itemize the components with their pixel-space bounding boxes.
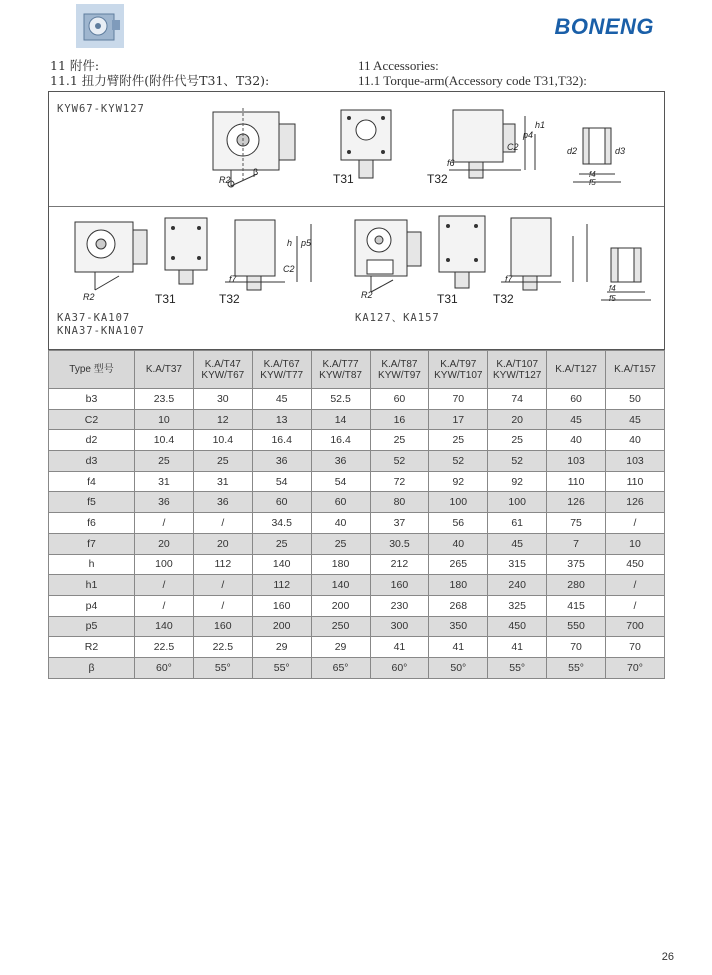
table-header-line: KYW/T67 bbox=[201, 369, 245, 381]
dim-f7-ka127: f7 bbox=[505, 274, 513, 284]
table-cell: 126 bbox=[606, 492, 665, 513]
table-cell: 60 bbox=[311, 492, 370, 513]
dim-f7: f7 bbox=[229, 274, 237, 284]
table-cell: 40 bbox=[429, 533, 488, 554]
table-cell: 230 bbox=[370, 595, 429, 616]
table-header-line: K.A/T97 bbox=[440, 358, 477, 370]
table-cell: / bbox=[606, 575, 665, 596]
dim-f4-top: f4 bbox=[589, 170, 596, 179]
table-cell: 70 bbox=[606, 637, 665, 658]
table-cell: 200 bbox=[311, 595, 370, 616]
ka-t32-drawing bbox=[213, 216, 317, 298]
table-body bbox=[49, 389, 665, 679]
table-cell: 29 bbox=[252, 637, 311, 658]
row-label: f4 bbox=[49, 471, 135, 492]
table-cell: 65° bbox=[311, 657, 370, 678]
table-cell: 74 bbox=[488, 389, 547, 410]
table-cell: 45 bbox=[488, 533, 547, 554]
dim-p5-ka: p5 bbox=[301, 238, 312, 248]
table-cell: / bbox=[193, 513, 252, 534]
table-cell: 110 bbox=[547, 471, 606, 492]
table-cell: 250 bbox=[311, 616, 370, 637]
table-cell: 41 bbox=[488, 637, 547, 658]
table-cell: 70 bbox=[429, 389, 488, 410]
table-cell: 29 bbox=[311, 637, 370, 658]
table-row bbox=[49, 492, 665, 513]
table-cell: 36 bbox=[311, 451, 370, 472]
table-cell: 20 bbox=[488, 409, 547, 430]
table-cell: 92 bbox=[429, 471, 488, 492]
table-cell: 31 bbox=[135, 471, 194, 492]
table-cell: 20 bbox=[135, 533, 194, 554]
t32-label-top: T32 bbox=[427, 172, 448, 186]
table-cell: 40 bbox=[547, 430, 606, 451]
table-cell: 45 bbox=[606, 409, 665, 430]
table-cell: 52 bbox=[429, 451, 488, 472]
table-cell: 25 bbox=[429, 430, 488, 451]
table-cell: / bbox=[606, 595, 665, 616]
table-cell: / bbox=[193, 575, 252, 596]
row-label: R2 bbox=[49, 637, 135, 658]
row-label: f6 bbox=[49, 513, 135, 534]
table-cell: 700 bbox=[606, 616, 665, 637]
table-cell: 72 bbox=[370, 471, 429, 492]
row-label: h1 bbox=[49, 575, 135, 596]
table-cell: 25 bbox=[370, 430, 429, 451]
row-label: f5 bbox=[49, 492, 135, 513]
dim-r2: R2 bbox=[219, 175, 231, 185]
table-cell: 92 bbox=[488, 471, 547, 492]
table-cell: 55° bbox=[252, 657, 311, 678]
table-header-line: KYW/T127 bbox=[493, 369, 542, 381]
t31-label-top: T31 bbox=[333, 172, 354, 186]
ka-series-label-1: KA37-KA107 bbox=[57, 312, 131, 324]
table-cell: 54 bbox=[252, 471, 311, 492]
t32-label-ka127: T32 bbox=[493, 292, 514, 306]
table-cell: 41 bbox=[429, 637, 488, 658]
table-header-col bbox=[193, 351, 252, 389]
table-row bbox=[49, 409, 665, 430]
table-row bbox=[49, 595, 665, 616]
table-cell: 60 bbox=[547, 389, 606, 410]
row-label: C2 bbox=[49, 409, 135, 430]
table-cell: 103 bbox=[606, 451, 665, 472]
brand-name: BONENG bbox=[554, 14, 654, 39]
table-cell: 55° bbox=[488, 657, 547, 678]
table-cell: / bbox=[193, 595, 252, 616]
gear-reducer-logo-icon bbox=[76, 4, 124, 48]
table-row bbox=[49, 575, 665, 596]
table-cell: 550 bbox=[547, 616, 606, 637]
table-cell: 200 bbox=[252, 616, 311, 637]
row-label: f7 bbox=[49, 533, 135, 554]
dim-d3-top: d3 bbox=[615, 146, 626, 156]
table-cell: / bbox=[135, 575, 194, 596]
table-cell: 55° bbox=[193, 657, 252, 678]
table-cell: 450 bbox=[606, 554, 665, 575]
dim-f5-bottom: f5 bbox=[609, 294, 616, 303]
table-header-col bbox=[311, 351, 370, 389]
ka-t31-drawing bbox=[161, 214, 211, 288]
table-cell: 315 bbox=[488, 554, 547, 575]
table-cell: / bbox=[135, 513, 194, 534]
table-cell: 180 bbox=[311, 554, 370, 575]
table-cell: 140 bbox=[311, 575, 370, 596]
table-header-line: K.A/T67 bbox=[263, 358, 300, 370]
row-label: d3 bbox=[49, 451, 135, 472]
table-cell: 52.5 bbox=[311, 389, 370, 410]
row-label: p4 bbox=[49, 595, 135, 616]
table-cell: 140 bbox=[252, 554, 311, 575]
table-row bbox=[49, 389, 665, 410]
table-cell: 112 bbox=[193, 554, 252, 575]
table-cell: 100 bbox=[429, 492, 488, 513]
table-row bbox=[49, 657, 665, 678]
table-cell: 10.4 bbox=[135, 430, 194, 451]
table-row bbox=[49, 637, 665, 658]
t31-label-ka: T31 bbox=[155, 292, 176, 306]
table-row bbox=[49, 451, 665, 472]
table-cell: 14 bbox=[311, 409, 370, 430]
row-label: d2 bbox=[49, 430, 135, 451]
row-label: β bbox=[49, 657, 135, 678]
dim-beta: β bbox=[253, 167, 259, 177]
ka127-t32-drawing bbox=[491, 214, 591, 298]
table-cell: 110 bbox=[606, 471, 665, 492]
table-header-col bbox=[135, 351, 194, 389]
table-header-col bbox=[370, 351, 429, 389]
table-cell: 61 bbox=[488, 513, 547, 534]
table-header-line: K.A/T127 bbox=[555, 364, 597, 375]
table-row bbox=[49, 430, 665, 451]
table-cell: 37 bbox=[370, 513, 429, 534]
table-cell: 22.5 bbox=[135, 637, 194, 658]
table-cell: 25 bbox=[193, 451, 252, 472]
table-cell: 112 bbox=[252, 575, 311, 596]
table-header-line: KYW/T97 bbox=[378, 369, 421, 381]
table-row bbox=[49, 471, 665, 492]
table-cell: 36 bbox=[135, 492, 194, 513]
dim-r2-ka: R2 bbox=[83, 292, 95, 302]
table-row bbox=[49, 513, 665, 534]
table-cell: 160 bbox=[370, 575, 429, 596]
table-header-line: K.A/T37 bbox=[145, 364, 182, 375]
table-header-col bbox=[429, 351, 488, 389]
section-title-en: 11 Accessories: bbox=[358, 58, 439, 73]
table-header-line: KYW/T107 bbox=[434, 369, 483, 381]
table-cell: 40 bbox=[606, 430, 665, 451]
table-header-type: Type 型号 bbox=[49, 351, 135, 389]
row-label: h bbox=[49, 554, 135, 575]
table-cell: 25 bbox=[311, 533, 370, 554]
table-header-line: K.A/T107 bbox=[496, 358, 539, 370]
table-cell: 22.5 bbox=[193, 637, 252, 658]
table-cell: 10.4 bbox=[193, 430, 252, 451]
section-title-cn: 11 附件: bbox=[50, 58, 100, 73]
table-cell: 415 bbox=[547, 595, 606, 616]
table-header-line: K.A/T47 bbox=[204, 358, 241, 370]
page-number: 26 bbox=[661, 951, 674, 963]
table-cell: 55° bbox=[547, 657, 606, 678]
table-cell: 103 bbox=[547, 451, 606, 472]
dim-f5-top: f5 bbox=[589, 178, 596, 187]
table-cell: 25 bbox=[488, 430, 547, 451]
row-label: p5 bbox=[49, 616, 135, 637]
table-header-col bbox=[547, 351, 606, 389]
table-cell: 10 bbox=[135, 409, 194, 430]
table-cell: 50 bbox=[606, 389, 665, 410]
table-header-line: K.A/T157 bbox=[614, 364, 656, 375]
table-cell: 100 bbox=[488, 492, 547, 513]
table-cell: 60° bbox=[135, 657, 194, 678]
table-cell: 45 bbox=[547, 409, 606, 430]
table-cell: 60 bbox=[370, 389, 429, 410]
table-cell: 25 bbox=[135, 451, 194, 472]
table-cell: 20 bbox=[193, 533, 252, 554]
table-cell: 41 bbox=[370, 637, 429, 658]
kyw-series-label: KYW67-KYW127 bbox=[57, 103, 145, 115]
table-header-line: K.A/T87 bbox=[381, 358, 418, 370]
table-cell: 16 bbox=[370, 409, 429, 430]
dim-f4-bottom: f4 bbox=[609, 284, 616, 293]
table-cell: 240 bbox=[488, 575, 547, 596]
table-cell: 325 bbox=[488, 595, 547, 616]
table-cell: 30 bbox=[193, 389, 252, 410]
table-cell: 7 bbox=[547, 533, 606, 554]
table-header-line: K.A/T77 bbox=[322, 358, 359, 370]
ka-series-label-2: KNA37-KNA107 bbox=[57, 325, 145, 337]
table-cell: 50° bbox=[429, 657, 488, 678]
table-cell: 34.5 bbox=[252, 513, 311, 534]
table-cell: 265 bbox=[429, 554, 488, 575]
table-cell: 12 bbox=[193, 409, 252, 430]
table-cell: 160 bbox=[193, 616, 252, 637]
table-header-col bbox=[606, 351, 665, 389]
table-header-col bbox=[252, 351, 311, 389]
table-cell: / bbox=[135, 595, 194, 616]
t32-label-ka: T32 bbox=[219, 292, 240, 306]
technical-drawing-panel bbox=[48, 91, 665, 350]
table-cell: 25 bbox=[252, 533, 311, 554]
dim-h-ka: h bbox=[287, 238, 293, 248]
table-cell: 31 bbox=[193, 471, 252, 492]
table-header-line: KYW/T87 bbox=[319, 369, 362, 381]
table-cell: 36 bbox=[252, 451, 311, 472]
dim-p4: p4 bbox=[523, 130, 534, 140]
table-cell: 23.5 bbox=[135, 389, 194, 410]
ka127-series-label: KA127、KA157 bbox=[355, 312, 440, 324]
table-cell: 10 bbox=[606, 533, 665, 554]
table-cell: 16.4 bbox=[252, 430, 311, 451]
table-cell: 75 bbox=[547, 513, 606, 534]
table-cell: 450 bbox=[488, 616, 547, 637]
dim-f6: f6 bbox=[447, 158, 455, 168]
table-cell: 52 bbox=[370, 451, 429, 472]
table-header-col bbox=[488, 351, 547, 389]
table-cell: 60° bbox=[370, 657, 429, 678]
table-cell: 17 bbox=[429, 409, 488, 430]
ka-series-label bbox=[57, 312, 145, 338]
dim-c2-top: C2 bbox=[507, 142, 519, 152]
table-cell: 30.5 bbox=[370, 533, 429, 554]
drawing-divider bbox=[49, 206, 664, 207]
t31-label-ka127: T31 bbox=[437, 292, 458, 306]
table-header-row bbox=[49, 351, 665, 389]
table-cell: 268 bbox=[429, 595, 488, 616]
table-row bbox=[49, 554, 665, 575]
table-cell: 70 bbox=[547, 637, 606, 658]
ka127-t31-drawing bbox=[435, 212, 489, 292]
table-cell: 60 bbox=[252, 492, 311, 513]
table-row bbox=[49, 533, 665, 554]
table-header-line: KYW/T77 bbox=[260, 369, 304, 381]
section-heading-cn bbox=[50, 58, 269, 88]
table-cell: 54 bbox=[311, 471, 370, 492]
table-cell: 212 bbox=[370, 554, 429, 575]
row-label: b3 bbox=[49, 389, 135, 410]
table-cell: 40 bbox=[311, 513, 370, 534]
subsection-title-en: 11.1 Torque-arm(Accessory code T31,T32): bbox=[358, 73, 587, 88]
table-cell: 13 bbox=[252, 409, 311, 430]
table-cell: 56 bbox=[429, 513, 488, 534]
table-cell: 126 bbox=[547, 492, 606, 513]
table-cell: / bbox=[606, 513, 665, 534]
ka-front-view-drawing bbox=[69, 216, 159, 298]
table-cell: 180 bbox=[429, 575, 488, 596]
table-cell: 45 bbox=[252, 389, 311, 410]
table-cell: 16.4 bbox=[311, 430, 370, 451]
table-cell: 280 bbox=[547, 575, 606, 596]
table-cell: 52 bbox=[488, 451, 547, 472]
table-cell: 350 bbox=[429, 616, 488, 637]
dim-c2-ka: C2 bbox=[283, 264, 295, 274]
section-heading-en bbox=[358, 58, 587, 88]
table-cell: 80 bbox=[370, 492, 429, 513]
ka127-front-view-drawing bbox=[349, 214, 429, 300]
table-cell: 100 bbox=[135, 554, 194, 575]
table-cell: 375 bbox=[547, 554, 606, 575]
dim-d2-top: d2 bbox=[567, 146, 578, 156]
subsection-title-cn: 11.1 扭力臂附件(附件代号T31、T32): bbox=[50, 73, 270, 88]
table-row bbox=[49, 616, 665, 637]
dim-h1: h1 bbox=[535, 120, 546, 130]
bushing-section-drawing-bottom bbox=[597, 242, 659, 308]
dim-r2-ka127: R2 bbox=[361, 290, 373, 300]
table-cell: 300 bbox=[370, 616, 429, 637]
table-cell: 70° bbox=[606, 657, 665, 678]
table-cell: 140 bbox=[135, 616, 194, 637]
table-cell: 36 bbox=[193, 492, 252, 513]
torque-arm-dimension-table bbox=[48, 350, 665, 679]
table-cell: 160 bbox=[252, 595, 311, 616]
